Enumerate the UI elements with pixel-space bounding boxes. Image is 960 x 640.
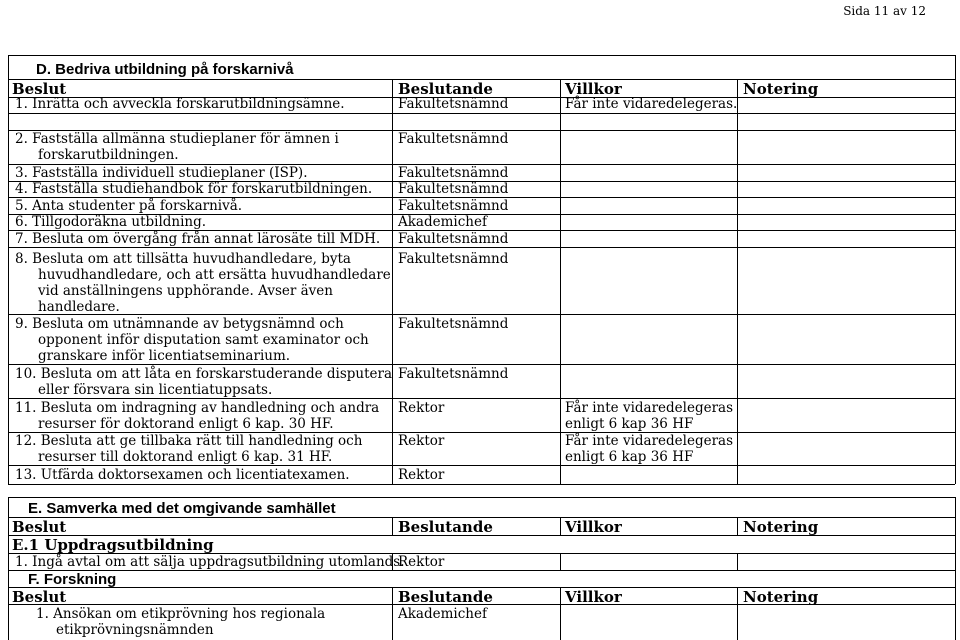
row-text: granskare inför licentiatseminarium.: [38, 348, 291, 364]
table-row: [15, 198, 242, 214]
row-text: vid anställningens upphörande. Avser även: [38, 283, 333, 299]
table-row: [15, 96, 345, 112]
row-text: handledare.: [38, 299, 120, 315]
table-row: [15, 433, 362, 465]
row-beslutande: Rektor: [398, 554, 445, 570]
row-beslutande: Fakultetsnämnd: [398, 131, 509, 147]
section-e-title: E. Samverka med det omgivande samhället: [28, 500, 336, 517]
row-text: 1. Ingå avtal om att sälja uppdragsutbildning utomlands.: [15, 554, 405, 570]
table-row: [15, 366, 392, 398]
table-row: [15, 400, 379, 432]
section-f-title: F. Forskning: [28, 571, 117, 588]
row-text: 9. Besluta om utnämnande av betygsnämnd och: [15, 316, 344, 332]
row-beslutande: Fakultetsnämnd: [398, 165, 509, 181]
row-beslutande: Fakultetsnämnd: [398, 251, 509, 267]
row-text: 12. Besluta att ge tillbaka rätt till handledning och: [15, 433, 363, 449]
row-text: 3. Fastställa individuell studieplaner (ISP).: [15, 165, 308, 181]
header-villkor: Villkor: [565, 518, 622, 536]
row-beslutande: Fakultetsnämnd: [398, 198, 509, 214]
row-beslutande: Akademichef: [398, 606, 487, 622]
header-beslutande: Beslutande: [398, 80, 493, 98]
table-row: [15, 131, 339, 163]
row-text: 13. Utfärda doktorsexamen och licentiatexamen.: [15, 467, 350, 483]
villkor-line: enligt 6 kap 36 HF: [565, 416, 694, 432]
table-row: [15, 231, 380, 247]
row-text: huvudhandledare, och att ersätta huvudhandledare: [38, 267, 391, 283]
row-villkor: Får inte vidaredelegeras.: [565, 96, 738, 112]
header-beslut: Beslut: [12, 588, 67, 606]
header-notering: Notering: [743, 80, 819, 98]
table-row: [15, 554, 405, 570]
header-notering: Notering: [743, 588, 819, 606]
table-row: [15, 467, 350, 483]
row-text: 5. Anta studenter på forskarnivå.: [15, 198, 243, 214]
row-text: 11. Besluta om indragning av handledning och andra: [15, 400, 380, 416]
row-beslutande: Fakultetsnämnd: [398, 96, 509, 112]
table-row: [15, 165, 308, 181]
header-villkor: Villkor: [565, 80, 622, 98]
header-beslutande: Beslutande: [398, 518, 493, 536]
row-villkor: [565, 400, 733, 432]
row-text: resurser för doktorand enligt 6 kap. 30 HF.: [38, 416, 334, 432]
row-text: 2. Fastställa allmänna studieplaner för ämnen i: [15, 131, 339, 147]
row-beslutande: Rektor: [398, 433, 445, 449]
row-text: opponent inför disputation samt examinator och: [38, 332, 369, 348]
villkor-line: enligt 6 kap 36 HF: [565, 449, 694, 465]
row-text: etikprövningsnämnden: [56, 622, 214, 638]
row-beslutande: Akademichef: [398, 214, 487, 230]
subsection-heading: E.1 Uppdragsutbildning: [12, 536, 214, 554]
row-text: 1. Inrätta och avveckla forskarutbildningsämne.: [15, 96, 345, 112]
table-row: [15, 181, 372, 197]
table-row: [15, 214, 206, 230]
row-beslutande: Fakultetsnämnd: [398, 366, 509, 382]
row-text: eller försvara sin licentiatuppsats.: [38, 382, 273, 398]
row-text: 8. Besluta om att tillsätta huvudhandledare, byta: [15, 251, 351, 267]
row-beslutande: Fakultetsnämnd: [398, 181, 509, 197]
row-text: 7. Besluta om övergång från annat lärosäte till MDH.: [15, 231, 381, 247]
row-text: forskarutbildningen.: [38, 147, 179, 163]
row-beslutande: Rektor: [398, 467, 445, 483]
header-beslutande: Beslutande: [398, 588, 493, 606]
table-row: [15, 316, 369, 364]
table-row: [36, 606, 325, 638]
page-number: Sida 11 av 12: [843, 4, 926, 18]
villkor-line: Får inte vidaredelegeras: [565, 433, 734, 449]
row-text: 1. Ansökan om etikprövning hos regionala: [36, 606, 326, 622]
header-beslut: Beslut: [12, 80, 67, 98]
row-text: resurser till doktorand enligt 6 kap. 31 HF.: [38, 449, 333, 465]
row-text: 6. Tillgodoräkna utbildning.: [15, 214, 207, 230]
header-villkor: Villkor: [565, 588, 622, 606]
row-beslutande: Fakultetsnämnd: [398, 316, 509, 332]
row-text: 10. Besluta om att låta en forskarstuderande disputera: [15, 366, 393, 382]
section-d-title: D. Bedriva utbildning på forskarnivå: [36, 61, 294, 78]
row-text: 4. Fastställa studiehandbok för forskarutbildningen.: [15, 181, 373, 197]
header-beslut: Beslut: [12, 518, 67, 536]
row-beslutande: Fakultetsnämnd: [398, 231, 509, 247]
header-notering: Notering: [743, 518, 819, 536]
row-beslutande: Rektor: [398, 400, 445, 416]
row-villkor: [565, 433, 733, 465]
table-row: [15, 251, 391, 315]
villkor-line: Får inte vidaredelegeras: [565, 400, 734, 416]
